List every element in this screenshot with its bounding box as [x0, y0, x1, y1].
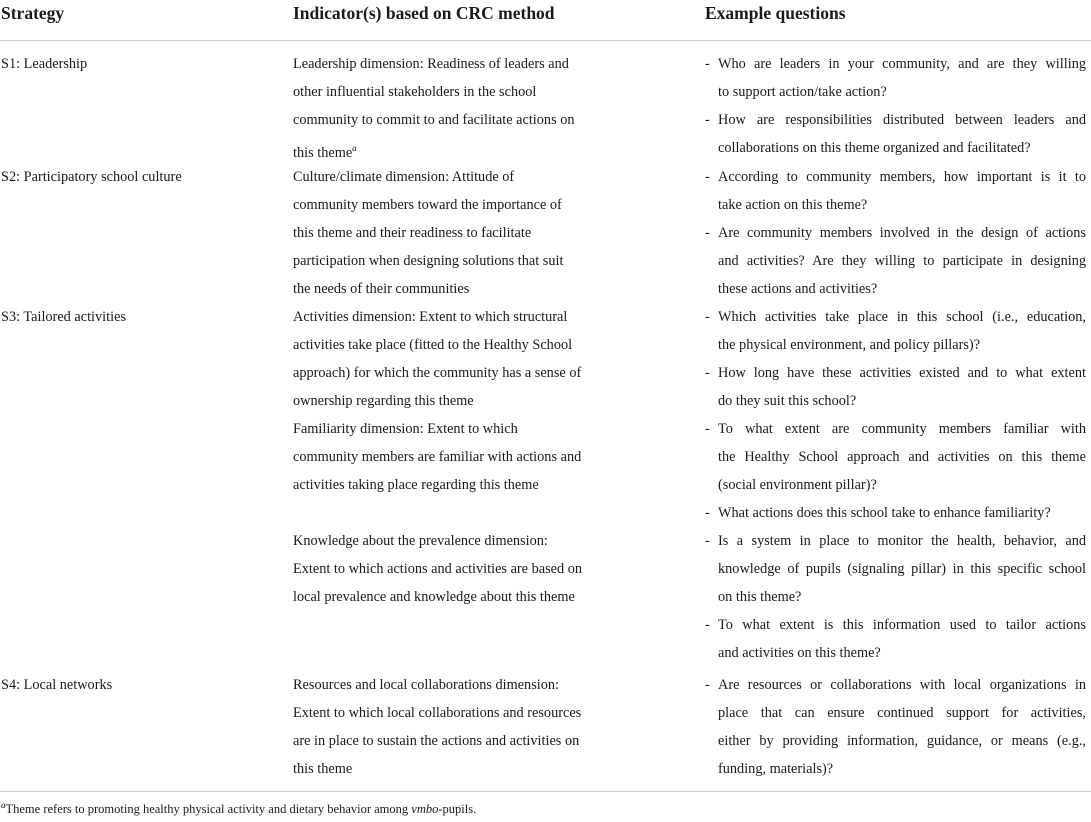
- indicator-line-with-mark: [293, 134, 575, 162]
- question-dash: -: [705, 505, 710, 521]
- question-item: [705, 303, 1089, 359]
- question-line: the physical environment, and policy pillars)?: [718, 337, 981, 353]
- question-line: these actions and activities?: [718, 281, 878, 297]
- header-strategy: Strategy: [1, 3, 65, 23]
- question-dash: -: [705, 533, 710, 549]
- indicator-line: other influential stakeholders in the school: [293, 84, 537, 100]
- question-item: [705, 219, 1089, 303]
- footnote-mark: a: [352, 143, 357, 153]
- question-line: Which activities take place in this school (i.e., education,: [718, 309, 1086, 325]
- question-item: [705, 671, 1089, 783]
- question-line: funding, materials)?: [718, 761, 834, 777]
- example-questions-cell: [705, 163, 1089, 303]
- question-dash: -: [705, 309, 710, 325]
- question-item: [705, 611, 1089, 667]
- question-dash: -: [705, 617, 710, 633]
- question-line: (social environment pillar)?: [718, 477, 877, 493]
- question-line: and activities? Are they willing to participate in designing: [718, 253, 1086, 269]
- question-line: knowledge of pupils (signaling pillar) in this specific school: [718, 561, 1086, 577]
- question-line: do they suit this school?: [718, 393, 857, 409]
- question-line: To what extent are community members familiar with: [718, 421, 1086, 437]
- indicator-line: activities taking place regarding this theme: [293, 477, 539, 493]
- indicator-line: are in place to sustain the actions and activities on: [293, 733, 580, 749]
- question-dash: -: [705, 677, 710, 693]
- question-line: take action on this theme?: [718, 197, 868, 213]
- question-dash: -: [705, 225, 710, 241]
- question-item: [705, 359, 1089, 415]
- question-item: [705, 163, 1089, 219]
- table-footnote: [1, 800, 476, 817]
- indicator-line: community members toward the importance of: [293, 197, 562, 213]
- indicator-line: local prevalence and knowledge about this theme: [293, 589, 575, 605]
- question-line: What actions does this school take to enhance familiarity?: [718, 505, 1051, 521]
- indicator-line: activities take place (fitted to the Healthy School: [293, 337, 573, 353]
- indicator-line: Familiarity dimension: Extent to which: [293, 421, 518, 437]
- indicator-cell: [293, 50, 575, 162]
- indicator-line: approach) for which the community has a sense of: [293, 365, 582, 381]
- question-item: [705, 499, 1089, 527]
- question-item: [705, 415, 1089, 499]
- question-line: How are responsibilities distributed between leaders and: [718, 112, 1086, 128]
- table-bottom-rule: [0, 791, 1091, 792]
- indicator-line: Extent to which local collaborations and resources: [293, 705, 582, 721]
- indicator-line: community members are familiar with actions and: [293, 449, 582, 465]
- indicator-cell: [293, 163, 563, 303]
- question-line: place that can ensure continued support for activities,: [718, 705, 1086, 721]
- indicator-cell: [293, 415, 581, 499]
- question-dash: -: [705, 169, 710, 185]
- question-item: [705, 527, 1089, 611]
- question-dash: -: [705, 56, 710, 72]
- question-item: [705, 50, 1089, 106]
- question-line: either by providing information, guidance, or means (e.g.,: [718, 733, 1086, 749]
- question-line: the Healthy School approach and activities on this theme: [718, 449, 1086, 465]
- indicator-line: Extent to which actions and activities are based on: [293, 561, 583, 577]
- question-line: Are community members involved in the design of actions: [718, 225, 1086, 241]
- footnote-mark: a: [1, 800, 6, 810]
- footnote-italic: vmbo: [411, 802, 439, 816]
- question-line: Is a system in place to monitor the health, behavior, and: [718, 533, 1086, 549]
- strategy-cell: S2: Participatory school culture: [1, 169, 182, 185]
- question-dash: -: [705, 365, 710, 381]
- header-example-questions: Example questions: [705, 3, 846, 23]
- question-line: on this theme?: [718, 589, 802, 605]
- indicator-line: this theme and their readiness to facilitate: [293, 225, 532, 241]
- indicator-line: Culture/climate dimension: Attitude of: [293, 169, 515, 185]
- indicator-cell: [293, 303, 581, 415]
- strategy-cell: S3: Tailored activities: [1, 309, 126, 325]
- question-line: How long have these activities existed and to what extent: [718, 365, 1086, 381]
- indicator-line: Resources and local collaborations dimension:: [293, 677, 560, 693]
- question-line: and activities on this theme?: [718, 645, 881, 661]
- question-line: to support action/take action?: [718, 84, 887, 100]
- indicator-line: Knowledge about the prevalence dimension:: [293, 533, 548, 549]
- indicator-line: Leadership dimension: Readiness of leaders and: [293, 56, 569, 72]
- table-header: [0, 0, 1091, 41]
- question-line: To what extent is this information used to tailor actions: [718, 617, 1086, 633]
- indicator-line: community to commit to and facilitate actions on: [293, 112, 575, 128]
- question-line: According to community members, how important is it to: [718, 169, 1086, 185]
- indicator-line: Activities dimension: Extent to which structural: [293, 309, 568, 325]
- footnote-text: Theme refers to promoting healthy physical activity and dietary behavior among: [5, 802, 412, 816]
- example-questions-cell: [705, 50, 1089, 162]
- indicator-line: participation when designing solutions that suit: [293, 253, 564, 269]
- example-questions-cell: [705, 303, 1089, 667]
- question-line: collaborations on this theme organized and facilitated?: [718, 140, 1031, 156]
- strategy-cell: S4: Local networks: [1, 677, 113, 693]
- indicator-cell: [293, 671, 581, 783]
- question-dash: -: [705, 421, 710, 437]
- question-item: [705, 106, 1089, 162]
- indicator-line: this theme: [293, 761, 353, 777]
- footnote-text-end: -pupils.: [438, 802, 477, 816]
- question-dash: -: [705, 112, 710, 128]
- strategy-cell: S1: Leadership: [1, 56, 88, 72]
- example-questions-cell: [705, 671, 1089, 783]
- indicator-line: this theme: [293, 145, 353, 161]
- question-line: Who are leaders in your community, and are they willing: [718, 56, 1086, 72]
- question-line: Are resources or collaborations with local organizations in: [718, 677, 1086, 693]
- indicator-line: the needs of their communities: [293, 281, 470, 297]
- header-indicators: Indicator(s) based on CRC method: [293, 3, 555, 23]
- indicator-line: ownership regarding this theme: [293, 393, 474, 409]
- indicator-cell: [293, 527, 582, 611]
